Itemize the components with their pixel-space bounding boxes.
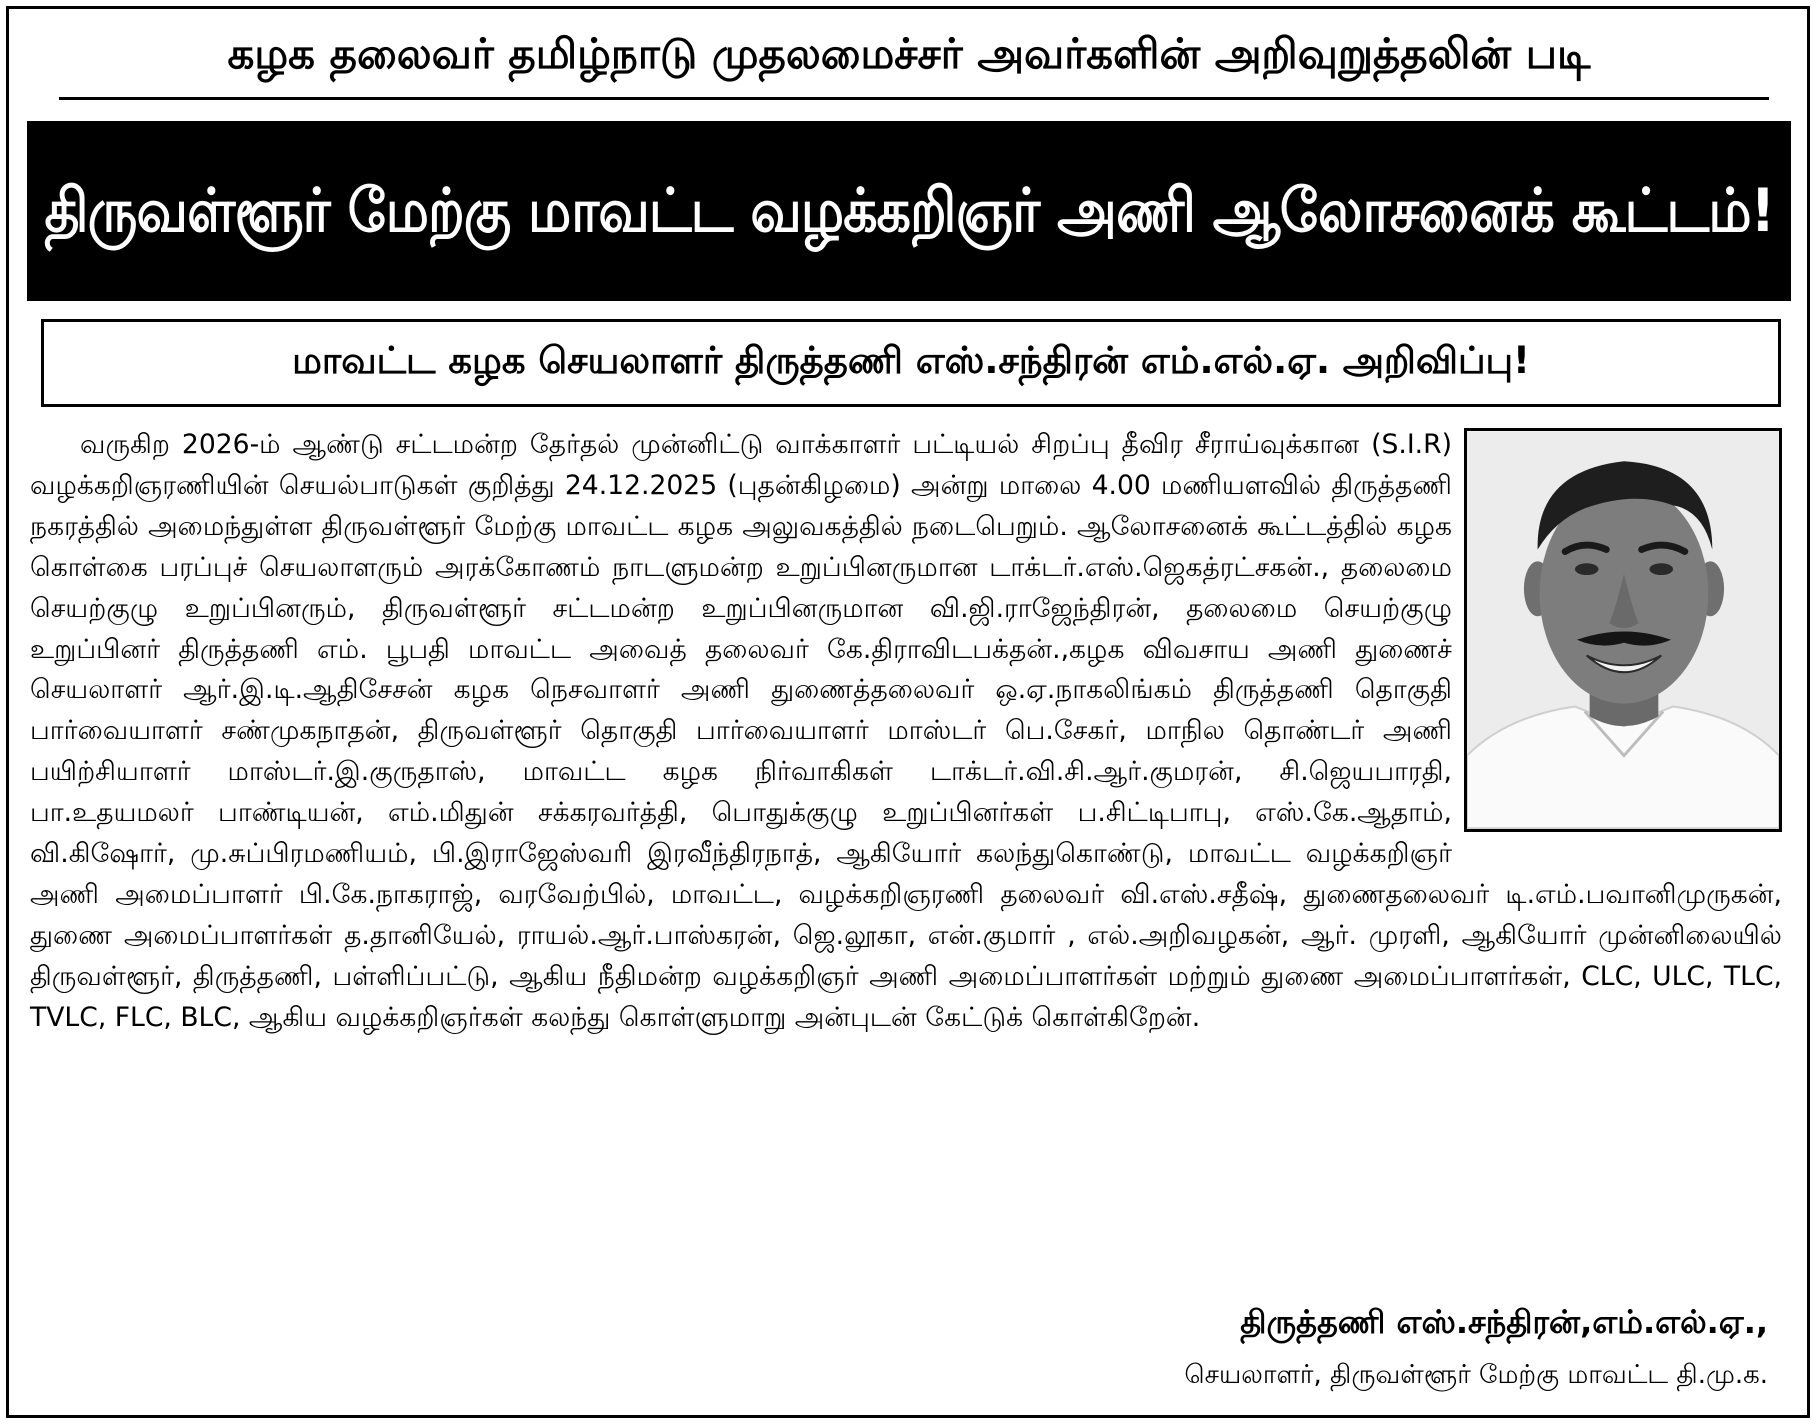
subtitle-text: மாவட்ட கழக செயலாளர் திருத்தணி எஸ்.சந்திரன் எம்.எல்.ஏ. அறிவிப்பு! <box>292 339 1530 382</box>
photo-spacer <box>1452 425 1782 850</box>
headline-text: திருவள்ளூர் மேற்கு மாவட்ட வழக்கறிஞர் அணி ஆலோசனைக் கூட்டம்! <box>44 176 1774 246</box>
notice-body <box>30 425 1782 1039</box>
signatory-title: செயலாளர், திருவள்ளூர் மேற்கு மாவட்ட தி.மு.க. <box>1184 1360 1768 1390</box>
signatory-name: திருத்தணி எஸ்.சந்திரன்,எம்.எல்.ஏ., <box>1240 1303 1768 1341</box>
notice-paragraph: வருகிற 2026-ம் ஆண்டு சட்டமன்ற தேர்தல் முன்னிட்டு வாக்காளர் பட்டியல் சிறப்பு தீவிர சீராய்வுக்கான (S.I.R) வழக்கறிஞரணியின் செயல்பாடுகள் குறித்து 24.12.2025 (புதன்கிழமை) அன்று மாலை 4.00 மணியளவில் திருத்தணி நகரத்தில் அமைந்துள்ள திருவள்ளூர் மேற்கு மாவட்ட கழக அலுவகத்தில் நடைபெறும். ஆலோசனைக் கூட்டத்தில் கழக கொள்கை பரப்புச் செயலாளரும் அரக்கோணம் நாடளுமன்ற உறுப்பினருமான டாக்டர்.எஸ்.ஜெகத்ரட்சகன்., தலைமை செயற்குழு உறுப்பினரும், திருவள்ளூர் சட்டமன்ற உறுப்பினருமான வி.ஜி.ராஜேந்திரன், தலைமை செயற்குழு உறுப்பினர் திருத்தணி எம். பூபதி மாவட்ட அவைத் தலைவர் கே.திராவிடபக்தன்.,கழக விவசாய அணி துணைச் செயலாளர் ஆர்.இ.டி.ஆதிசேசன் கழக நெசவாளர் அணி துணைத்தலைவர் ஒ.ஏ.நாகலிங்கம் திருத்தணி தொகுதி பார்வையாளர் சண்முகநாதன், திருவள்ளூர் தொகுதி பார்வையாளர் மாஸ்டர் பெ.சேகர், மாநில தொண்டர் அணி பயிற்சியாளர் மாஸ்டர்.இ.குருதாஸ், மாவட்ட கழக நிர்வாகிகள் டாக்டர்.வி.சி.ஆர்.குமரன், சி.ஜெயபாரதி, பா.உதயமலர் பாண்டியன், எம்.மிதுன் சக்கரவர்த்தி, பொதுக்குழு உறுப்பினர்கள் ப.சிட்டிபாபு, எஸ்.கே.ஆதாம், வி.கிஷோர், மு.சுப்பிரமணியம், பி.இராஜேஸ்வரி இரவீந்திரநாத், ஆகியோர் கலந்துகொண்டு, மாவட்ட வழக்கறிஞர் அணி அமைப்பாளர் பி.கே.நாகராஜ், வரவேற்பில், மாவட்ட, வழக்கறிஞரணி தலைவர் வி.எஸ்.சதீஷ், துணைதலைவர் டி.எம்.பவானிமுருகன், துணை அமைப்பாளர்கள் த.தானியேல், ராயல்.ஆர்.பாஸ்கரன், ஜெ.லூகா, என்.குமார் , எல்.அறிவழகன், ஆர். முரளி, ஆகியோர் முன்னிலையில் திருவள்ளூர், திருத்தணி, பள்ளிப்பட்டு, ஆகிய நீதிமன்ற வழக்கறிஞர் அணி அமைப்பாளர்கள் மற்றும் துணை அமைப்பாளர்கள், CLC, ULC, TLC, TVLC, FLC, BLC, ஆகிய வழக்கறிஞர்கள் கலந்து கொள்ளுமாறு அன்புடன் கேட்டுக் கொள்கிறேன். <box>30 429 1782 1033</box>
header-divider <box>59 97 1769 100</box>
header-top-line: கழக தலைவர் தமிழ்நாடு முதலமைச்சர் அவர்களின் அறிவுறுத்தலின் படி <box>227 29 1591 78</box>
headline-banner <box>27 121 1791 301</box>
subtitle-box <box>41 319 1781 407</box>
